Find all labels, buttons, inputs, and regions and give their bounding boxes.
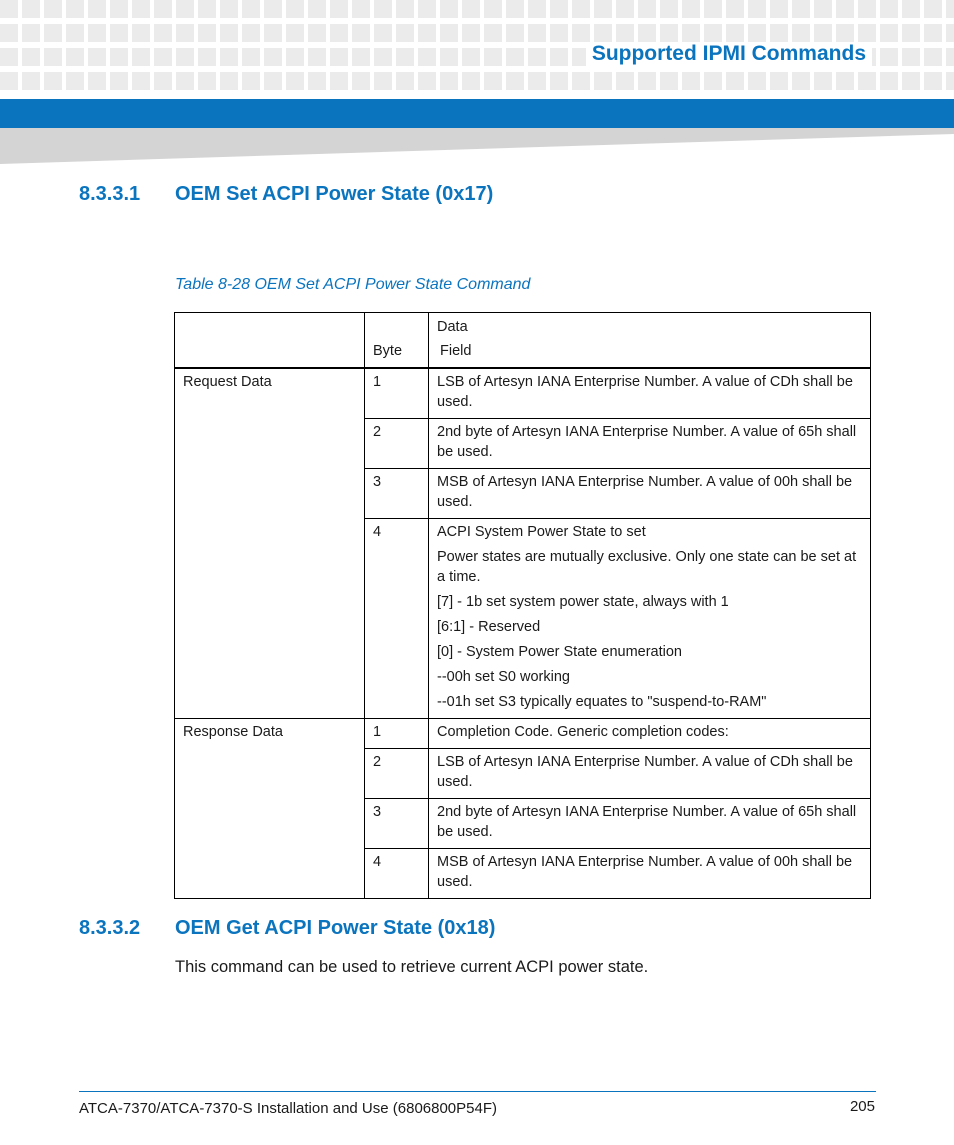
field-cell — [429, 368, 871, 419]
field-text: LSB of Artesyn IANA Enterprise Number. A value of CDh shall be used. — [437, 374, 853, 410]
byte-cell: 3 — [365, 469, 429, 519]
header-cell-data-field — [429, 313, 871, 369]
request-data-label: Request Data — [175, 368, 365, 719]
field-cell — [429, 519, 871, 719]
header-gray-wedge — [0, 128, 954, 164]
field-cell — [429, 749, 871, 799]
field-text: Power states are mutually exclusive. Only one state can be set at a time. — [437, 549, 857, 585]
table-row — [175, 368, 871, 419]
footer-document-title: ATCA-7370/ATCA-7370-S Installation and Use (6806800P54F) — [79, 1100, 498, 1117]
section-heading-2 — [79, 917, 495, 940]
header-blue-bar — [0, 99, 954, 128]
running-header-title: Supported IPMI Commands — [586, 42, 872, 66]
section-title: OEM Get ACPI Power State (0x18) — [175, 917, 496, 939]
byte-cell: 4 — [365, 519, 429, 719]
section-number: 8.3.3.1 — [79, 183, 141, 205]
field-cell — [429, 719, 871, 749]
field-text: MSB of Artesyn IANA Enterprise Number. A value of 00h shall be used. — [437, 474, 853, 510]
footer-page-number: 205 — [849, 1098, 875, 1115]
response-data-label: Response Data — [175, 719, 365, 899]
field-text: Completion Code. Generic completion codes: — [437, 724, 729, 740]
byte-cell: 3 — [365, 799, 429, 849]
table-caption: Table 8-28 OEM Set ACPI Power State Command — [175, 276, 531, 293]
field-text: [6:1] - Reserved — [437, 619, 541, 635]
table-header-row — [175, 313, 871, 369]
field-text: MSB of Artesyn IANA Enterprise Number. A value of 00h shall be used. — [437, 854, 853, 890]
field-text: 2nd byte of Artesyn IANA Enterprise Number. A value of 65h shall be used. — [437, 804, 857, 840]
field-text: ACPI System Power State to set — [437, 524, 646, 540]
header-cell-byte: Byte — [365, 313, 429, 369]
section-title: OEM Set ACPI Power State (0x17) — [175, 183, 494, 205]
header-field-label: Field — [440, 343, 472, 359]
table-body — [175, 368, 871, 899]
table-row — [175, 719, 871, 749]
byte-cell: 2 — [365, 749, 429, 799]
field-cell — [429, 849, 871, 899]
field-text: LSB of Artesyn IANA Enterprise Number. A value of CDh shall be used. — [437, 754, 853, 790]
byte-cell: 1 — [365, 368, 429, 419]
field-text: [0] - System Power State enumeration — [437, 644, 682, 660]
byte-cell: 4 — [365, 849, 429, 899]
byte-cell: 1 — [365, 719, 429, 749]
footer-rule — [79, 1091, 876, 1092]
section-number: 8.3.3.2 — [79, 917, 141, 939]
header-cell-blank — [175, 313, 365, 369]
field-text: --01h set S3 typically equates to "suspend-to-RAM" — [437, 694, 767, 710]
field-text: --00h set S0 working — [437, 669, 570, 685]
command-table — [174, 312, 871, 899]
section-heading-1 — [79, 183, 493, 206]
field-text: [7] - 1b set system power state, always with 1 — [437, 594, 729, 610]
byte-cell: 2 — [365, 419, 429, 469]
field-cell — [429, 799, 871, 849]
section-body-text: This command can be used to retrieve current ACPI power state. — [175, 958, 649, 976]
field-cell — [429, 469, 871, 519]
field-cell — [429, 419, 871, 469]
field-text: 2nd byte of Artesyn IANA Enterprise Number. A value of 65h shall be used. — [437, 424, 857, 460]
header-data-label: Data — [437, 319, 468, 335]
